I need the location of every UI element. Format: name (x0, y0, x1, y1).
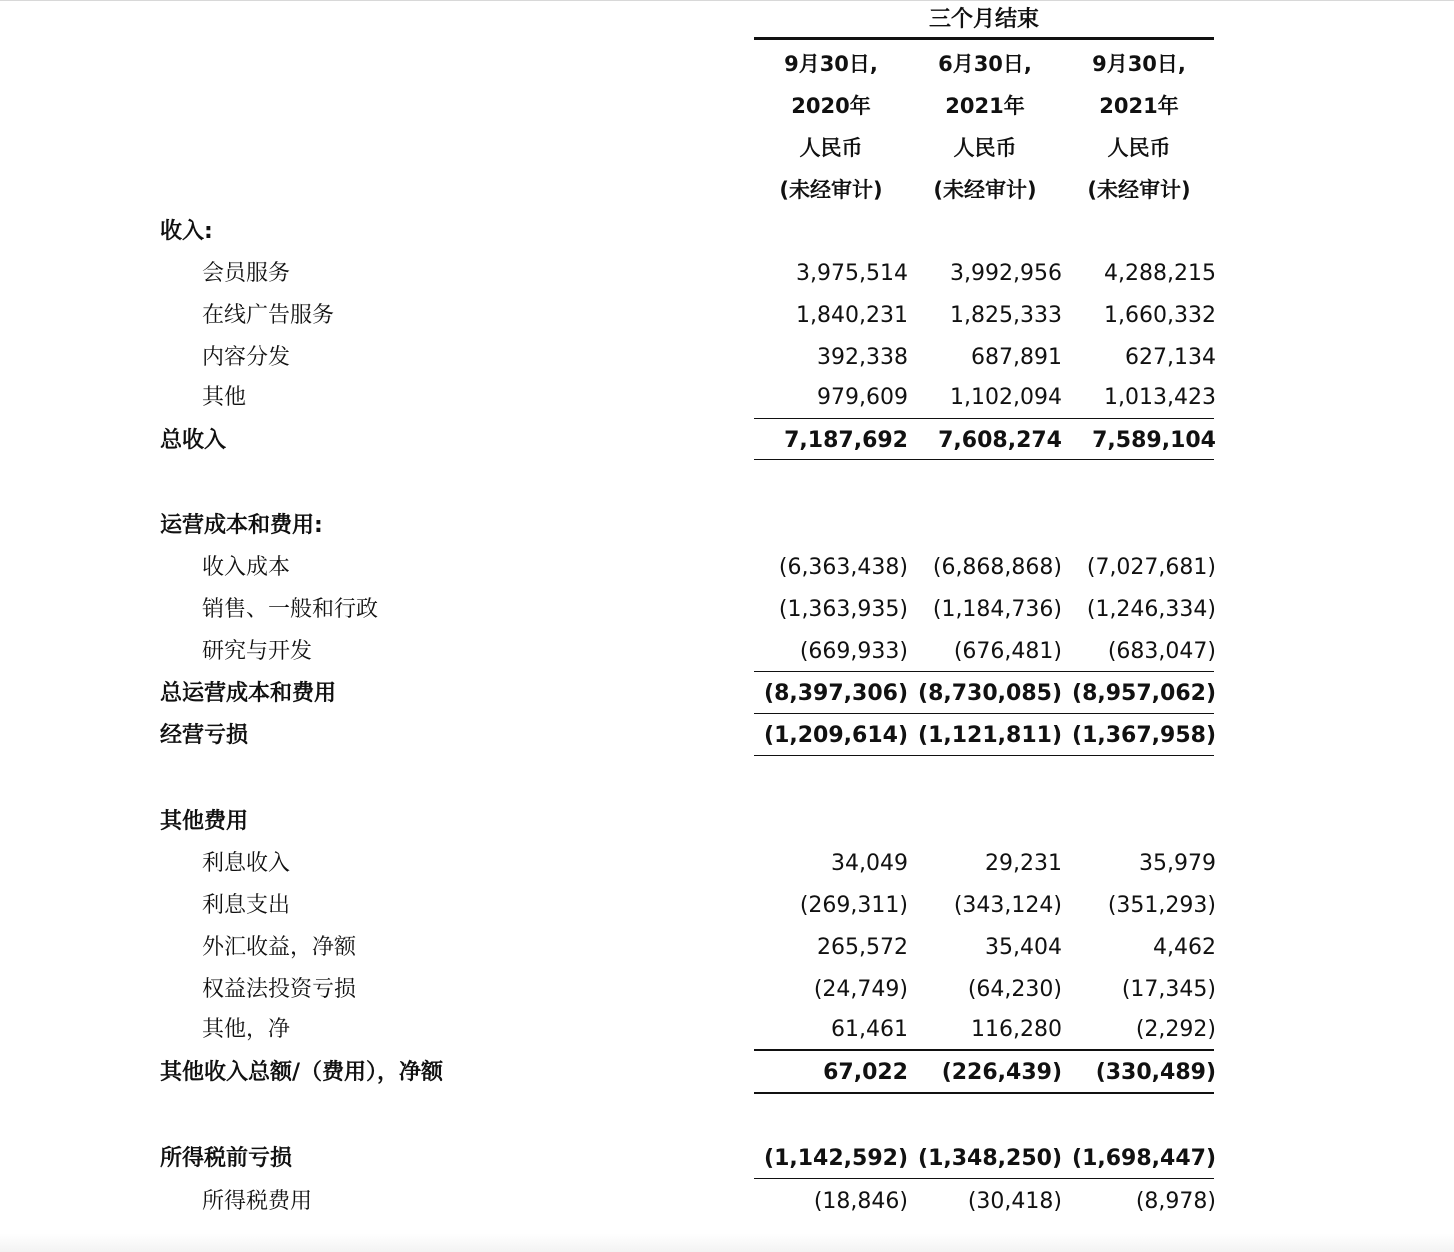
table-row-online-ads (0, 295, 1454, 337)
subtotal-rule (754, 1049, 1214, 1051)
cell-value: 3,992,956 (950, 261, 1062, 286)
row-label: 经营亏损 (160, 723, 249, 748)
cell-value: (669,933) (799, 639, 908, 664)
column-year: 2021年 (945, 94, 1025, 118)
cell-value: (6,363,438) (778, 555, 908, 580)
cell-value: 687,891 (971, 345, 1062, 370)
row-label: 在线广告服务 (202, 303, 335, 328)
cell-value: (1,698,447) (1072, 1146, 1216, 1171)
cell-value: (1,363,935) (778, 597, 908, 622)
column-date: 9月30日, (784, 52, 878, 76)
row-label: 收入成本 (202, 555, 291, 580)
row-label: 收入: (160, 219, 213, 244)
cell-value: (1,367,958) (1072, 723, 1216, 748)
section-header-revenues (0, 211, 1454, 253)
column-audit-status: (未经审计) (933, 178, 1037, 202)
cell-value: (18,846) (813, 1189, 908, 1214)
table-row-interest-expense (0, 885, 1454, 927)
cell-value: (1,209,614) (764, 723, 908, 748)
cell-value: (8,957,062) (1072, 681, 1216, 706)
column-header-2020q3 (754, 43, 908, 211)
cell-value: (17,345) (1121, 977, 1216, 1002)
subtotal-rule (754, 1178, 1214, 1179)
table-row-content-distribution (0, 337, 1454, 379)
period-header: 三个月结束 (928, 7, 1039, 32)
row-label: 其他收入总额/（费用），净额 (160, 1060, 444, 1085)
cell-value: 1,840,231 (796, 303, 908, 328)
table-row-research-development (0, 631, 1454, 673)
column-currency: 人民币 (799, 136, 863, 160)
row-label: 外汇收益，净额 (202, 935, 357, 960)
cell-value: 4,288,215 (1104, 261, 1216, 286)
cell-value: (1,121,811) (918, 723, 1062, 748)
cell-value: (64,230) (967, 977, 1062, 1002)
table-row-total-other (0, 1052, 1454, 1094)
section-header-operating-costs (0, 505, 1454, 547)
table-row-sga (0, 589, 1454, 631)
row-label: 总收入 (160, 428, 227, 453)
row-label: 所得税前亏损 (160, 1146, 293, 1171)
cell-value: (8,397,306) (764, 681, 908, 706)
cell-value: (8,730,085) (918, 681, 1062, 706)
cell-value: (6,868,868) (932, 555, 1062, 580)
column-audit-status: (未经审计) (779, 178, 883, 202)
table-row-cost-of-revenues (0, 547, 1454, 589)
cell-value: 116,280 (971, 1017, 1062, 1042)
table-row-operating-loss (0, 715, 1454, 757)
cell-value: (8,978) (1135, 1189, 1216, 1214)
column-year: 2020年 (791, 94, 871, 118)
row-label: 内容分发 (202, 345, 291, 370)
column-date: 9月30日, (1092, 52, 1186, 76)
cell-value: 7,589,104 (1092, 428, 1216, 453)
row-label: 研究与开发 (202, 639, 313, 664)
cell-value: (30,418) (967, 1189, 1062, 1214)
cell-value: (24,749) (813, 977, 908, 1002)
row-label: 利息支出 (202, 893, 291, 918)
row-label: 其他，净 (202, 1017, 291, 1042)
cell-value: (269,311) (799, 893, 908, 918)
page-bottom-edge (0, 1234, 1454, 1252)
cell-value: 4,462 (1153, 935, 1216, 960)
cell-value: 1,102,094 (950, 385, 1062, 410)
cell-value: 35,979 (1139, 851, 1216, 876)
cell-value: (1,142,592) (764, 1146, 908, 1171)
row-label: 总运营成本和费用 (160, 681, 337, 706)
cell-value: 7,187,692 (784, 428, 908, 453)
table-row-equity-method-loss (0, 969, 1454, 1011)
cell-value: 392,338 (817, 345, 908, 370)
header-rule (754, 37, 1214, 40)
table-row-membership (0, 253, 1454, 295)
cell-value: 67,022 (823, 1060, 908, 1085)
cell-value: (226,439) (941, 1060, 1062, 1085)
cell-value: 627,134 (1125, 345, 1216, 370)
cell-value: 34,049 (831, 851, 908, 876)
column-currency: 人民币 (1107, 136, 1171, 160)
table-row-pretax-loss (0, 1138, 1454, 1180)
table-row-income-tax (0, 1181, 1454, 1223)
column-date: 6月30日, (938, 52, 1032, 76)
column-header-2021q3 (1062, 43, 1216, 211)
row-label: 运营成本和费用: (160, 513, 323, 538)
row-label: 其他 (202, 385, 247, 410)
total-rule (754, 459, 1214, 460)
cell-value: (1,184,736) (932, 597, 1062, 622)
cell-value: (7,027,681) (1086, 555, 1216, 580)
subtotal-rule (754, 418, 1214, 419)
cell-value: (2,292) (1135, 1017, 1216, 1042)
section-header-other-expenses (0, 801, 1454, 843)
cell-value: 1,660,332 (1104, 303, 1216, 328)
cell-value: 61,461 (831, 1017, 908, 1042)
cell-value: 1,013,423 (1104, 385, 1216, 410)
table-row-interest-income (0, 843, 1454, 885)
row-label: 会员服务 (202, 261, 291, 286)
cell-value: 979,609 (817, 385, 908, 410)
cell-value: 265,572 (817, 935, 908, 960)
cell-value: 7,608,274 (938, 428, 1062, 453)
column-header-2021q2 (908, 43, 1062, 211)
table-row-others (0, 377, 1454, 419)
cell-value: 35,404 (985, 935, 1062, 960)
cell-value: (351,293) (1107, 893, 1216, 918)
row-label: 利息收入 (202, 851, 291, 876)
column-audit-status: (未经审计) (1087, 178, 1191, 202)
row-label: 其他费用 (160, 809, 249, 834)
cell-value: 3,975,514 (796, 261, 908, 286)
table-row-total-revenues (0, 420, 1454, 462)
cell-value: (1,348,250) (918, 1146, 1062, 1171)
cell-value: (330,489) (1095, 1060, 1216, 1085)
cell-value: (683,047) (1107, 639, 1216, 664)
cell-value: 1,825,333 (950, 303, 1062, 328)
cell-value: (343,124) (953, 893, 1062, 918)
table-row-other-net (0, 1009, 1454, 1051)
subtotal-rule (754, 671, 1214, 672)
subtotal-rule (754, 713, 1214, 714)
total-rule (754, 755, 1214, 756)
row-label: 销售、一般和行政 (202, 597, 379, 622)
table-row-fx-gain (0, 927, 1454, 969)
cell-value: (1,246,334) (1086, 597, 1216, 622)
column-year: 2021年 (1099, 94, 1179, 118)
cell-value: 29,231 (985, 851, 1062, 876)
row-label: 权益法投资亏损 (202, 977, 357, 1002)
cell-value: (676,481) (953, 639, 1062, 664)
row-label: 所得税费用 (202, 1189, 313, 1214)
total-rule (754, 1092, 1214, 1094)
table-row-total-operating-costs (0, 673, 1454, 715)
column-currency: 人民币 (953, 136, 1017, 160)
